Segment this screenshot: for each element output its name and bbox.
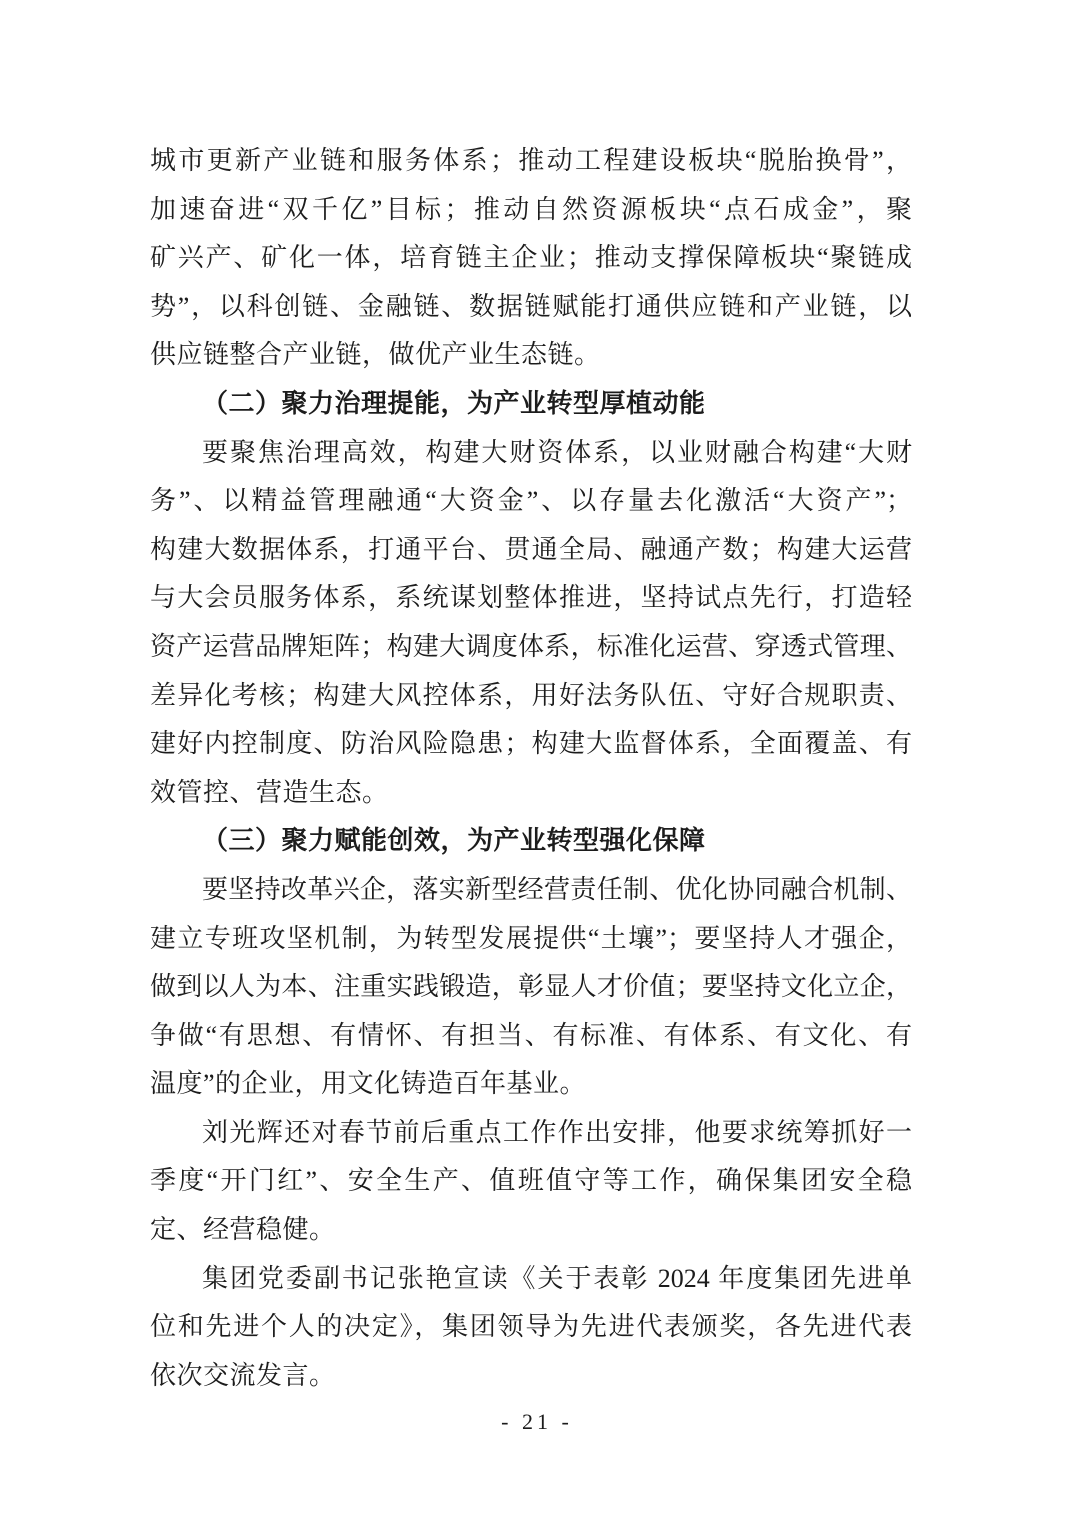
text-line: 构建大数据体系，打通平台、贯通全局、融通产数；构建大运营: [150, 534, 912, 564]
text-line: 要坚持改革兴企，落实新型经营责任制、优化协同融合机制、: [202, 874, 912, 904]
section-heading-line: （三）聚力赋能创效，为产业转型强化保障: [202, 826, 706, 856]
text-line: 城市更新产业链和服务体系；推动工程建设板块“脱胎换骨”，: [150, 146, 912, 175]
text-line: 做到以人为本、注重实践锻造，彰显人才价值；要坚持文化立企，: [150, 972, 912, 1002]
text-line: 季度“开门红”、安全生产、值班值守等工作，确保集团安全稳: [150, 1166, 912, 1196]
text-line: 集团党委副书记张艳宣读《关于表彰 2024 年度集团先进单: [202, 1263, 912, 1293]
text-area: [150, 137, 912, 1400]
text-line: 温度”的企业，用文化铸造百年基业。: [150, 1069, 587, 1099]
text-line: 争做“有思想、有情怀、有担当、有标准、有体系、有文化、有: [150, 1020, 912, 1050]
text-line: 差异化考核；构建大风控体系，用好法务队伍、守好合规职责、: [150, 680, 912, 710]
text-line: 加速奋进“双千亿”目标；推动自然资源板块“点石成金”，聚: [150, 194, 912, 224]
page-footer: [0, 1406, 1074, 1438]
text-line: 供应链整合产业链，做优产业生态链。: [150, 340, 601, 370]
text-line: 建好内控制度、防治风险隐患；构建大监督体系，全面覆盖、有: [150, 729, 912, 759]
text-line: 效管控、营造生态。: [150, 777, 389, 807]
text-line: 资产运营品牌矩阵；构建大调度体系，标准化运营、穿透式管理、: [150, 631, 912, 661]
text-line: 矿兴产、矿化一体，培育链主企业；推动支撑保障板块“聚链成: [150, 243, 912, 273]
text-line: 要聚焦治理高效，构建大财资体系，以业财融合构建“大财: [202, 437, 912, 467]
text-line: 务”、以精益管理融通“大资金”、以存量去化激活“大资产”；: [150, 486, 912, 516]
text-line: 定、经营稳健。: [150, 1215, 336, 1245]
text-line: 依次交流发言。: [150, 1360, 336, 1390]
text-line: 位和先进个人的决定》，集团领导为先进代表颁奖，各先进代表: [150, 1312, 912, 1342]
section-heading-line: （二）聚力治理提能，为产业转型厚植动能: [202, 388, 706, 418]
text-line: 与大会员服务体系，系统谋划整体推进，坚持试点先行，打造轻: [150, 583, 912, 613]
text-line: 建立专班攻坚机制，为转型发展提供“土壤”；要坚持人才强企，: [150, 923, 912, 953]
text-line: 势”，以科创链、金融链、数据链赋能打通供应链和产业链，以: [150, 291, 912, 321]
page-number: - 21 -: [501, 1409, 573, 1434]
text-line: 刘光辉还对春节前后重点工作作出安排，他要求统筹抓好一: [202, 1117, 912, 1147]
